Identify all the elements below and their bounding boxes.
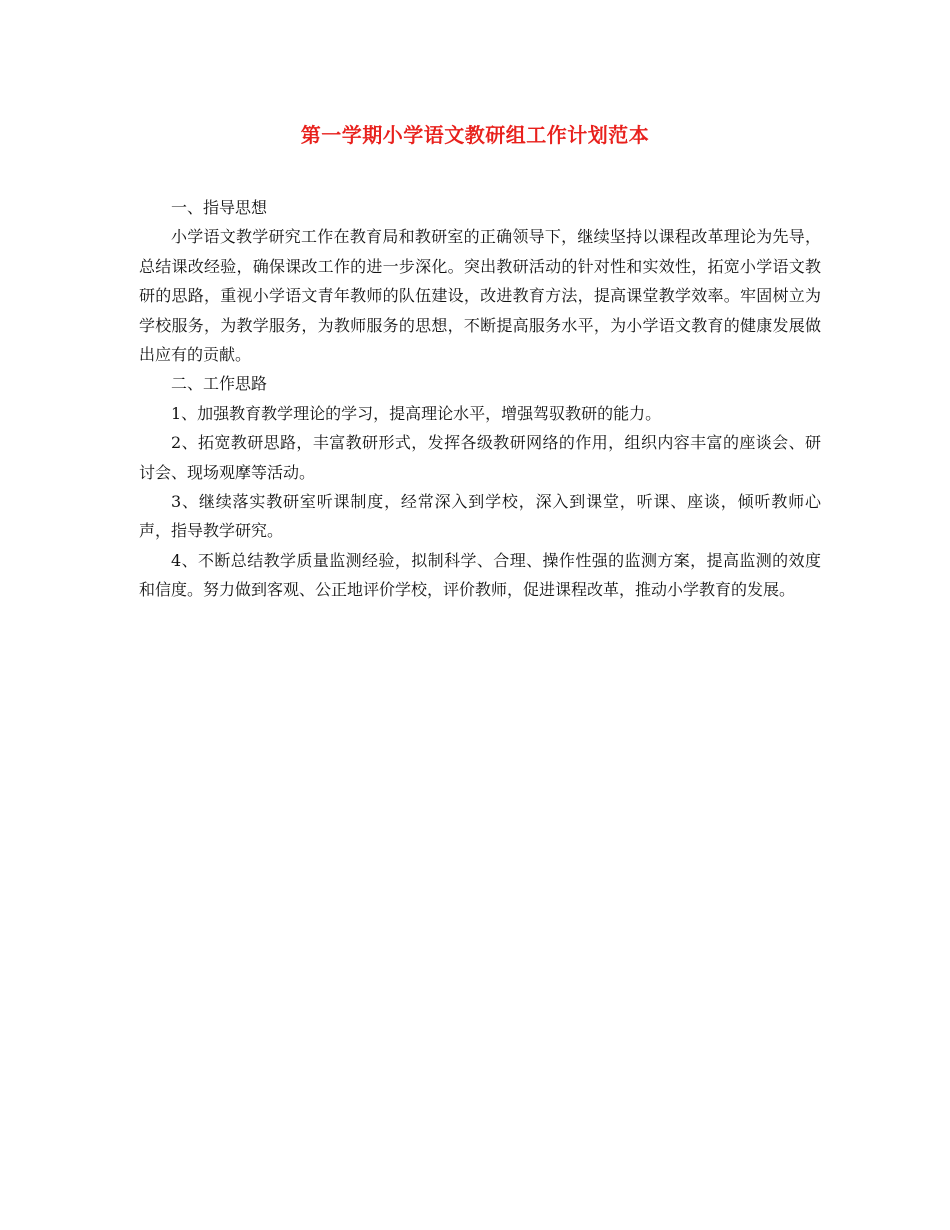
list-item: 3、继续落实教研室听课制度，经常深入到学校，深入到课堂，听课、座谈，倾听教师心声，指导教学研究。 — [139, 492, 821, 541]
list-item: 2、拓宽教研思路，丰富教研形式，发挥各级教研网络的作用，组织内容丰富的座谈会、研讨会、现场观摩等活动。 — [139, 433, 821, 482]
section-heading: 二、工作思路 — [171, 374, 268, 394]
document-body — [139, 193, 821, 605]
list-item: 1、加强教育教学理论的学习，提高理论水平，增强驾驭教研的能力。 — [171, 403, 662, 423]
document-title: 第一学期小学语文教研组工作计划范本 — [300, 123, 650, 147]
section-heading: 一、指导思想 — [171, 198, 268, 217]
paragraph: 小学语文教学研究工作在教育局和教研室的正确领导下，继续坚持以课程改革理论为先导，总结课改经验，确保课改工作的进一步深化。突出教研活动的针对性和实效性，拓宽小学语文教研的思路，重视小学语文青年教师的队伍建设，改进教育方法，提高课堂教学效率。牢固树立为学校服务，为教学服务，为教师服务的思想，不断提高服务水平，为小学语文教育的健康发展做出应有的贡献。 — [139, 227, 821, 365]
list-item: 4、不断总结教学质量监测经验，拟制科学、合理、操作性强的监测方案，提高监测的效度和信度。努力做到客观、公正地评价学校，评价教师，促进课程改革，推动小学教育的发展。 — [139, 550, 821, 600]
